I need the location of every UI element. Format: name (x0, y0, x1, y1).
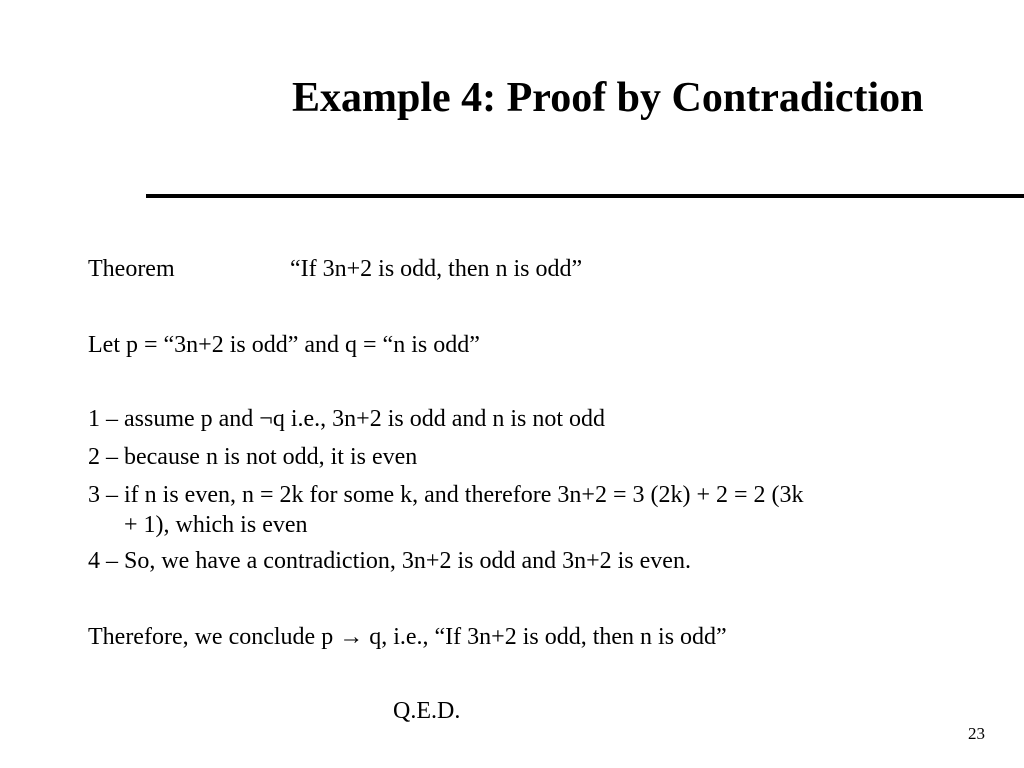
proof-step-1: 1 – assume p and ¬q i.e., 3n+2 is odd and n is not odd (88, 406, 606, 432)
page-number: 23 (968, 724, 985, 743)
title-divider (146, 194, 1024, 198)
proof-step-4: 4 – So, we have a contradiction, 3n+2 is odd and 3n+2 is even. (88, 548, 691, 574)
slide-title: Example 4: Proof by Contradiction (292, 75, 924, 121)
proof-step-3: 3 – if n is even, n = 2k for some k, and therefore 3n+2 = 3 (2k) + 2 = 2 (3k (88, 482, 804, 508)
proof-step-2: 2 – because n is not odd, it is even (88, 444, 418, 470)
theorem-statement: “If 3n+2 is odd, then n is odd” (290, 256, 583, 282)
theorem-label: Theorem (88, 256, 175, 282)
conclusion: Therefore, we conclude p → q, i.e., “If 3n+2 is odd, then n is odd” (88, 624, 727, 650)
qed-mark: Q.E.D. (393, 698, 461, 724)
proof-step-3-continuation: + 1), which is even (124, 512, 308, 538)
let-definition: Let p = “3n+2 is odd” and q = “n is odd” (88, 332, 480, 358)
